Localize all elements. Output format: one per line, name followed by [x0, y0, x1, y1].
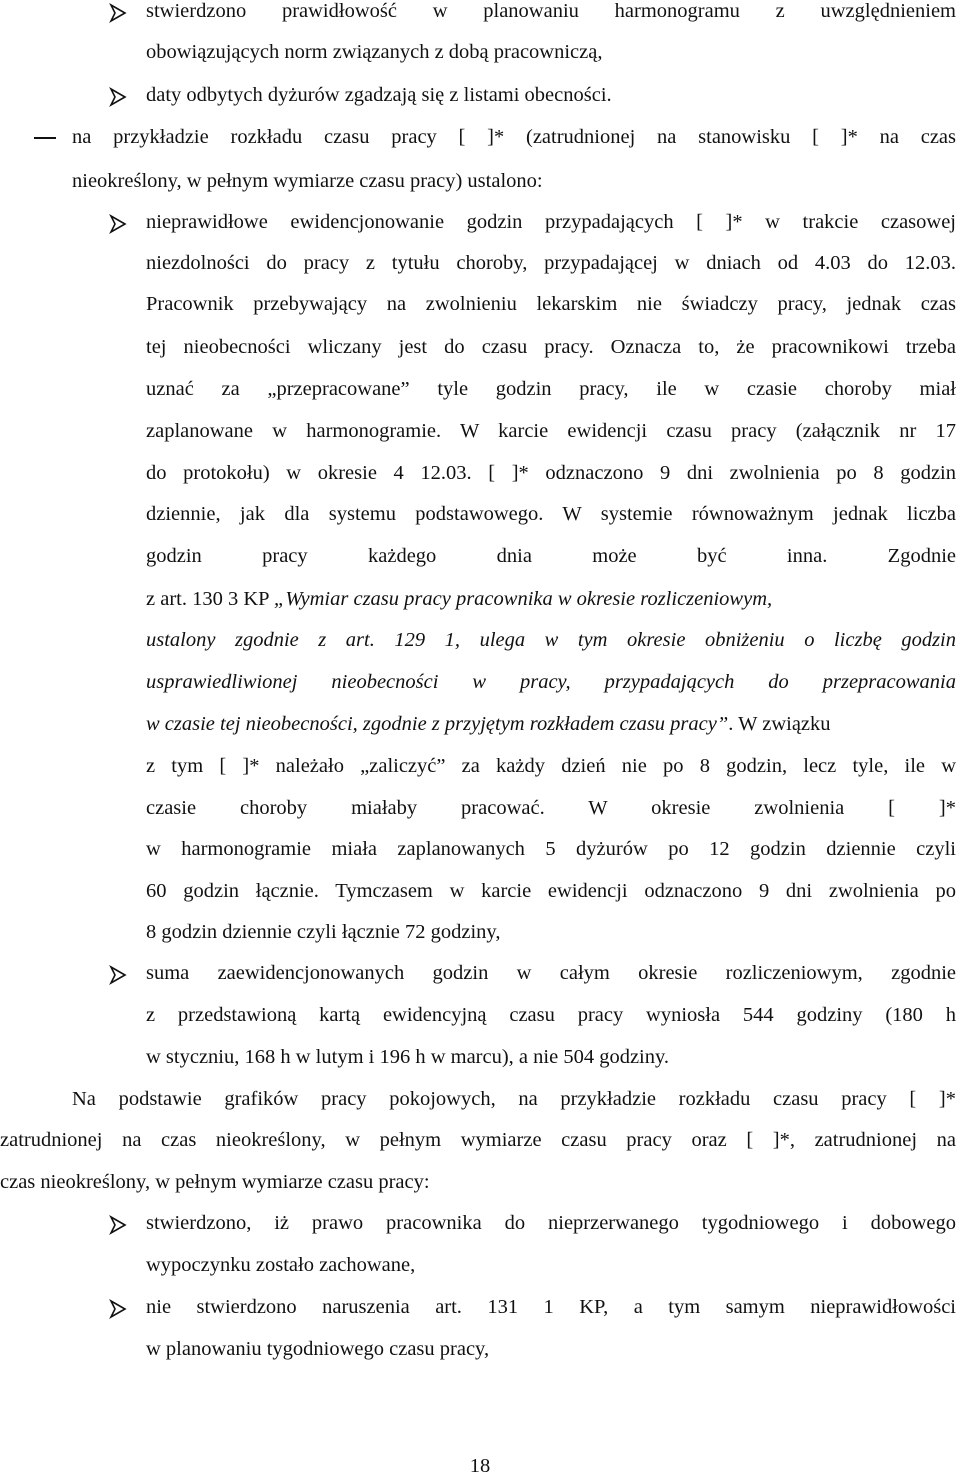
arrowhead-bullet-icon — [108, 1298, 128, 1328]
text-line: godzin pracy każdego dnia może być inna. Zgodnie — [146, 545, 956, 567]
text-line: nie stwierdzono naruszenia art. 131 1 KP, a tym samym nieprawidłowości — [146, 1296, 956, 1318]
text-line-mixed — [146, 710, 956, 740]
text-line: tej nieobecności wliczany jest do czasu pracy. Oznacza to, że pracownikowi trzeba — [146, 336, 956, 358]
dash-bullet-icon — [34, 137, 56, 139]
text-line: daty odbytych dyżurów zgadzają się z listami obecności. — [146, 84, 612, 106]
text-line: Pracownik przebywający na zwolnieniu lekarskim nie świadczy pracy, jednak czas — [146, 293, 956, 315]
text-line: czas nieokreślony, w pełnym wymiarze czasu pracy: — [0, 1171, 430, 1193]
quote-line: ustalony zgodnie z art. 129 1, ulega w tym okresie obniżeniu o liczbę godzin — [146, 629, 956, 651]
text-line: zatrudnionej na czas nieokreślony, w pełnym wymiarze czasu pracy oraz [ ]*, zatrudnionej na — [0, 1129, 956, 1151]
page-number: 18 — [469, 1455, 491, 1477]
text-line: w harmonogramie miała zaplanowanych 5 dyżurów po 12 godzin dziennie czyli — [146, 838, 956, 860]
text-line: zaplanowane w harmonogramie. W karcie ewidencji czasu pracy (załącznik nr 17 — [146, 420, 956, 442]
text-line: w planowaniu tygodniowego czasu pracy, — [146, 1338, 490, 1360]
quote-segment: w czasie tej nieobecności, zgodnie z przyjętym rozkładem czasu pracy” — [146, 713, 729, 735]
text-line: nieprawidłowe ewidencjonowanie godzin przypadających [ ]* w trakcie czasowej — [146, 211, 956, 233]
text-line: uznać za „przepracowane” tyle godzin pracy, ile w czasie choroby miał — [146, 378, 956, 400]
text-line: do protokołu) w okresie 4 12.03. [ ]* odznaczono 9 dni zwolnienia po 8 godzin — [146, 462, 956, 484]
quote-segment: „Wymiar czasu pracy pracownika w okresie rozliczeniowym, — [273, 588, 773, 610]
text-line: stwierdzono prawidłowość w planowaniu harmonogramu z uwzględnieniem — [146, 0, 956, 22]
text-line: czasie choroby miałaby pracować. W okresie zwolnienia [ ]* — [146, 797, 956, 819]
text-line: suma zaewidencjonowanych godzin w całym okresie rozliczeniowym, zgodnie — [146, 962, 956, 984]
arrowhead-bullet-icon — [108, 964, 128, 994]
text-line: 60 godzin łącznie. Tymczasem w karcie ewidencji odznaczono 9 dni zwolnienia po — [146, 880, 956, 902]
quote-line: usprawiedliwionej nieobecności w pracy, przypadających do przepracowania — [146, 671, 956, 693]
text-line: niezdolności do pracy z tytułu choroby, przypadającej w dniach od 4.03 do 12.03. — [146, 252, 956, 274]
text-line: wypoczynku zostało zachowane, — [146, 1254, 416, 1276]
text-line: w styczniu, 168 h w lutym i 196 h w marcu), a nie 504 godziny. — [146, 1046, 670, 1068]
text-segment: z art. 130 3 KP — [146, 588, 269, 610]
arrowhead-bullet-icon — [108, 2, 128, 32]
arrowhead-bullet-icon — [108, 1214, 128, 1244]
text-line-mixed — [146, 585, 956, 615]
arrowhead-bullet-icon — [108, 213, 128, 243]
text-segment: . W związku — [728, 713, 831, 735]
arrowhead-bullet-icon — [108, 86, 128, 116]
text-line: Na podstawie grafików pracy pokojowych, na przykładzie rozkładu czasu pracy [ ]* — [72, 1088, 956, 1110]
text-line: stwierdzono, iż prawo pracownika do nieprzerwanego tygodniowego i dobowego — [146, 1212, 956, 1234]
text-line: z przedstawioną kartą ewidencyjną czasu pracy wyniosła 544 godziny (180 h — [146, 1004, 956, 1026]
text-line: na przykładzie rozkładu czasu pracy [ ]* (zatrudnionej na stanowisku [ ]* na czas — [72, 126, 956, 148]
text-line: dziennie, jak dla systemu podstawowego. W systemie równoważnym jednak liczba — [146, 503, 956, 525]
text-line: nieokreślony, w pełnym wymiarze czasu pracy) ustalono: — [72, 170, 543, 192]
text-line: z tym [ ]* należało „zaliczyć” za każdy dzień nie po 8 godzin, lecz tyle, ile w — [146, 755, 956, 777]
text-line: obowiązujących norm związanych z dobą pracowniczą, — [146, 41, 603, 63]
text-line: 8 godzin dziennie czyli łącznie 72 godziny, — [146, 921, 501, 943]
